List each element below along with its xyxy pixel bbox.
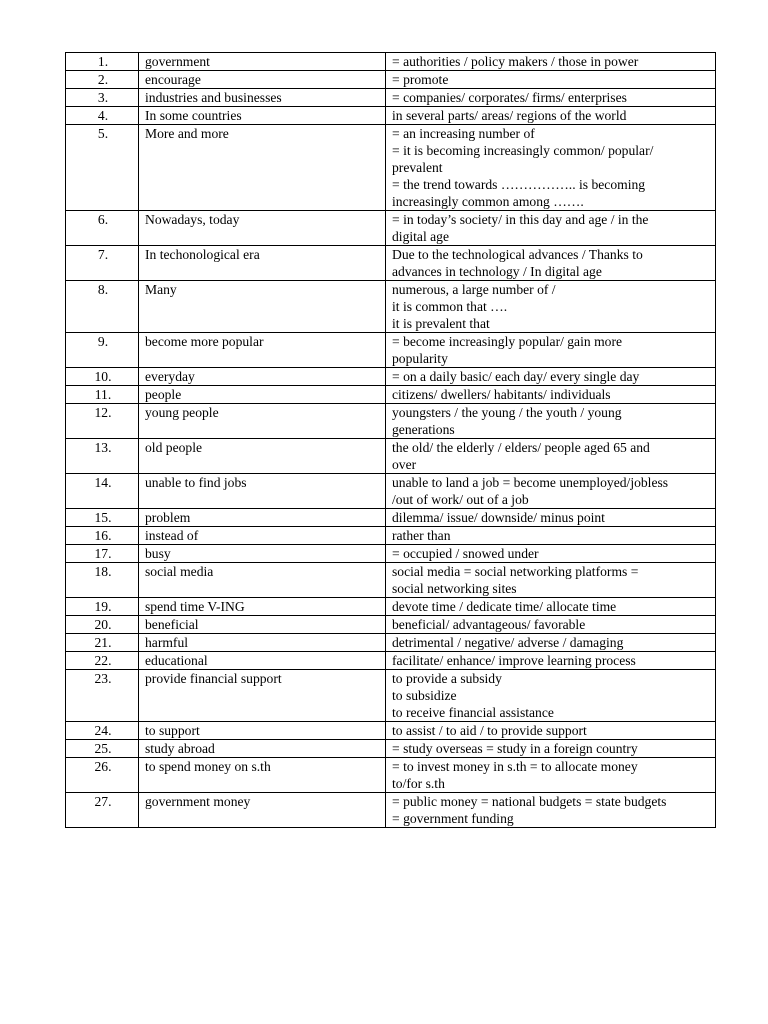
meaning-line: = in today’s society/ in this day and age / in the <box>392 212 649 227</box>
row-number: 14. <box>66 474 139 509</box>
meaning-line: Due to the technological advances / Thanks to <box>392 247 643 262</box>
table-row <box>66 89 716 107</box>
meaning-line: = study overseas = study in a foreign country <box>392 741 638 756</box>
table-row <box>66 107 716 125</box>
row-number: 7. <box>66 246 139 281</box>
term-cell <box>139 527 386 545</box>
term-text: old people <box>145 440 203 455</box>
meaning-cell <box>386 474 716 509</box>
table-row <box>66 368 716 386</box>
term-text: social media <box>145 564 214 579</box>
table-row <box>66 246 716 281</box>
meaning-line: popularity <box>392 351 448 366</box>
term-cell <box>139 634 386 652</box>
table-row <box>66 598 716 616</box>
term-text: government money <box>145 794 251 809</box>
term-text: In some countries <box>145 108 242 123</box>
meaning-cell <box>386 71 716 89</box>
table-row <box>66 545 716 563</box>
term-text: spend time V-ING <box>145 599 245 614</box>
meaning-cell <box>386 333 716 368</box>
meaning-line: = promote <box>392 72 449 87</box>
table-row <box>66 616 716 634</box>
term-cell <box>139 368 386 386</box>
meaning-line: = an increasing number of <box>392 126 535 141</box>
meaning-line: it is prevalent that <box>392 316 490 331</box>
term-cell <box>139 740 386 758</box>
meaning-line: it is common that …. <box>392 299 508 314</box>
meaning-line: digital age <box>392 229 449 244</box>
meaning-line: youngsters / the young / the youth / young <box>392 405 622 420</box>
term-cell <box>139 246 386 281</box>
term-text: In techonological era <box>145 247 260 262</box>
meaning-cell <box>386 652 716 670</box>
term-text: More and more <box>145 126 229 141</box>
term-cell <box>139 125 386 211</box>
row-number: 5. <box>66 125 139 211</box>
meaning-cell <box>386 404 716 439</box>
meaning-cell <box>386 527 716 545</box>
table-row <box>66 281 716 333</box>
meaning-line: citizens/ dwellers/ habitants/ individuals <box>392 387 611 402</box>
meaning-line: = authorities / policy makers / those in power <box>392 54 639 69</box>
table-row <box>66 439 716 474</box>
meaning-cell <box>386 211 716 246</box>
meaning-line: to/for s.th <box>392 776 445 791</box>
meaning-line: = become increasingly popular/ gain more <box>392 334 622 349</box>
term-cell <box>139 598 386 616</box>
row-number: 13. <box>66 439 139 474</box>
meaning-line: the old/ the elderly / elders/ people aged 65 and <box>392 440 650 455</box>
row-number: 2. <box>66 71 139 89</box>
term-cell <box>139 386 386 404</box>
term-text: become more popular <box>145 334 264 349</box>
row-number: 12. <box>66 404 139 439</box>
term-text: educational <box>145 653 208 668</box>
term-text: provide financial support <box>145 671 282 686</box>
term-text: people <box>145 387 182 402</box>
row-number: 21. <box>66 634 139 652</box>
term-text: government <box>145 54 210 69</box>
term-cell <box>139 211 386 246</box>
term-cell <box>139 404 386 439</box>
meaning-cell <box>386 439 716 474</box>
term-cell <box>139 333 386 368</box>
term-cell <box>139 793 386 828</box>
meaning-cell <box>386 670 716 722</box>
term-cell <box>139 509 386 527</box>
term-cell <box>139 107 386 125</box>
table-row <box>66 53 716 71</box>
term-text: busy <box>145 546 171 561</box>
vocabulary-table-body <box>66 53 716 828</box>
row-number: 3. <box>66 89 139 107</box>
term-text: Many <box>145 282 177 297</box>
table-row <box>66 509 716 527</box>
meaning-line: to receive financial assistance <box>392 705 554 720</box>
meaning-line: numerous, a large number of / <box>392 282 556 297</box>
term-cell <box>139 652 386 670</box>
meaning-line: = companies/ corporates/ firms/ enterprises <box>392 90 627 105</box>
vocabulary-table <box>65 52 716 828</box>
meaning-line: prevalent <box>392 160 443 175</box>
meaning-line: to provide a subsidy <box>392 671 502 686</box>
term-text: study abroad <box>145 741 215 756</box>
row-number: 1. <box>66 53 139 71</box>
meaning-line: rather than <box>392 528 451 543</box>
meaning-line: = on a daily basic/ each day/ every single day <box>392 369 640 384</box>
table-row <box>66 758 716 793</box>
meaning-cell <box>386 509 716 527</box>
meaning-line: to assist / to aid / to provide support <box>392 723 587 738</box>
meaning-line: = the trend towards …………….. is becoming <box>392 177 646 192</box>
table-row <box>66 386 716 404</box>
term-text: industries and businesses <box>145 90 282 105</box>
meaning-line: = occupied / snowed under <box>392 546 539 561</box>
meaning-cell <box>386 563 716 598</box>
term-cell <box>139 53 386 71</box>
meaning-line: facilitate/ enhance/ improve learning process <box>392 653 636 668</box>
meaning-cell <box>386 616 716 634</box>
meaning-line: social networking sites <box>392 581 517 596</box>
term-text: problem <box>145 510 191 525</box>
meaning-cell <box>386 281 716 333</box>
term-text: young people <box>145 405 219 420</box>
table-row <box>66 670 716 722</box>
row-number: 18. <box>66 563 139 598</box>
term-text: to spend money on s.th <box>145 759 271 774</box>
meaning-cell <box>386 545 716 563</box>
meaning-line: /out of work/ out of a job <box>392 492 529 507</box>
meaning-cell <box>386 386 716 404</box>
table-row <box>66 333 716 368</box>
term-text: harmful <box>145 635 189 650</box>
term-text: unable to find jobs <box>145 475 247 490</box>
row-number: 19. <box>66 598 139 616</box>
row-number: 24. <box>66 722 139 740</box>
row-number: 4. <box>66 107 139 125</box>
meaning-cell <box>386 598 716 616</box>
meaning-cell <box>386 89 716 107</box>
table-row <box>66 563 716 598</box>
row-number: 20. <box>66 616 139 634</box>
table-row <box>66 722 716 740</box>
meaning-cell <box>386 740 716 758</box>
row-number: 23. <box>66 670 139 722</box>
row-number: 11. <box>66 386 139 404</box>
term-cell <box>139 616 386 634</box>
meaning-line: in several parts/ areas/ regions of the world <box>392 108 627 123</box>
meaning-cell <box>386 125 716 211</box>
meaning-line: to subsidize <box>392 688 457 703</box>
meaning-cell <box>386 53 716 71</box>
row-number: 25. <box>66 740 139 758</box>
row-number: 6. <box>66 211 139 246</box>
row-number: 10. <box>66 368 139 386</box>
term-cell <box>139 89 386 107</box>
term-text: encourage <box>145 72 201 87</box>
meaning-line: beneficial/ advantageous/ favorable <box>392 617 586 632</box>
term-text: instead of <box>145 528 199 543</box>
term-cell <box>139 758 386 793</box>
table-row <box>66 474 716 509</box>
meaning-line: devote time / dedicate time/ allocate time <box>392 599 617 614</box>
row-number: 9. <box>66 333 139 368</box>
meaning-cell <box>386 793 716 828</box>
table-row <box>66 634 716 652</box>
table-row <box>66 71 716 89</box>
meaning-line: = public money = national budgets = state budgets <box>392 794 667 809</box>
meaning-cell <box>386 368 716 386</box>
row-number: 16. <box>66 527 139 545</box>
meaning-line: dilemma/ issue/ downside/ minus point <box>392 510 605 525</box>
table-row <box>66 652 716 670</box>
row-number: 17. <box>66 545 139 563</box>
meaning-cell <box>386 246 716 281</box>
term-text: to support <box>145 723 200 738</box>
meaning-cell <box>386 758 716 793</box>
meaning-line: detrimental / negative/ adverse / damaging <box>392 635 624 650</box>
row-number: 15. <box>66 509 139 527</box>
meaning-line: = government funding <box>392 811 514 826</box>
term-cell <box>139 545 386 563</box>
term-cell <box>139 281 386 333</box>
row-number: 22. <box>66 652 139 670</box>
term-cell <box>139 563 386 598</box>
meaning-cell <box>386 722 716 740</box>
table-row <box>66 211 716 246</box>
meaning-line: social media = social networking platforms = <box>392 564 639 579</box>
row-number: 8. <box>66 281 139 333</box>
term-cell <box>139 670 386 722</box>
meaning-line: = it is becoming increasingly common/ popular/ <box>392 143 654 158</box>
meaning-cell <box>386 634 716 652</box>
term-cell <box>139 474 386 509</box>
table-row <box>66 404 716 439</box>
term-text: Nowadays, today <box>145 212 240 227</box>
term-cell <box>139 722 386 740</box>
table-row <box>66 740 716 758</box>
table-row <box>66 793 716 828</box>
meaning-line: increasingly common among ……. <box>392 194 584 209</box>
row-number: 26. <box>66 758 139 793</box>
term-text: beneficial <box>145 617 199 632</box>
meaning-cell <box>386 107 716 125</box>
meaning-line: = to invest money in s.th = to allocate money <box>392 759 638 774</box>
table-row <box>66 527 716 545</box>
table-row <box>66 125 716 211</box>
meaning-line: over <box>392 457 417 472</box>
meaning-line: generations <box>392 422 455 437</box>
term-cell <box>139 439 386 474</box>
term-text: everyday <box>145 369 195 384</box>
meaning-line: unable to land a job = become unemployed/jobless <box>392 475 669 490</box>
term-cell <box>139 71 386 89</box>
row-number: 27. <box>66 793 139 828</box>
meaning-line: advances in technology / In digital age <box>392 264 602 279</box>
